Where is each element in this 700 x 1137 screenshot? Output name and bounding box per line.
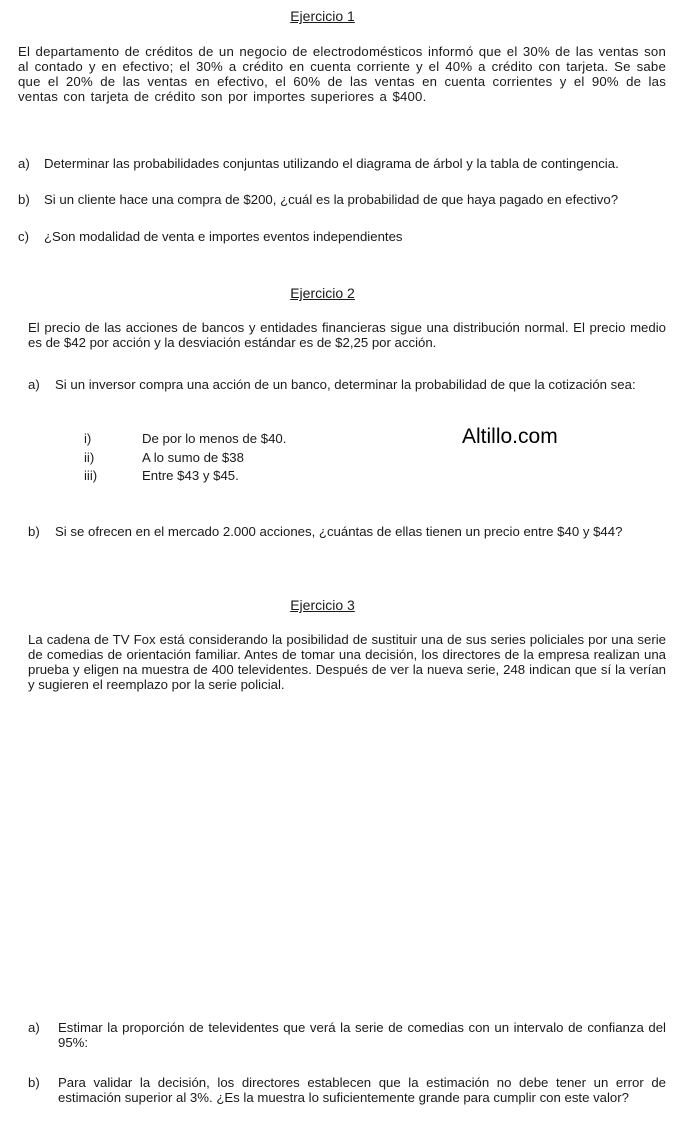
- exercise-2-statement: El precio de las acciones de bancos y entidades financieras sigue una distribución normal. El precio medio es de $42 por acción y la desviación estándar es de $2,25 por acción.: [28, 320, 666, 350]
- subitem-label: iii): [84, 468, 98, 483]
- exercise-2-subitem-iii: [84, 468, 384, 484]
- item-label: b): [18, 192, 30, 207]
- exercise-1-item-a: [18, 156, 666, 186]
- item-text: ¿Son modalidad de venta e importes eventos independientes: [44, 229, 403, 244]
- subitem-text: Entre $43 y $45.: [142, 468, 239, 483]
- item-text: Si se ofrecen en el mercado 2.000 acciones, ¿cuántas de ellas tienen un precio entre $40 y $44?: [55, 524, 623, 539]
- exercise-2-subitem-i: [84, 431, 384, 447]
- watermark: Altillo.com: [462, 425, 558, 448]
- subitem-label: ii): [84, 450, 95, 465]
- item-text: Si un inversor compra una acción de un banco, determinar la probabilidad de que la cotización sea:: [55, 377, 636, 392]
- exercise-1-item-c: [18, 229, 666, 245]
- item-label: b): [28, 1075, 40, 1090]
- exercise-3-item-a: [28, 1020, 666, 1050]
- item-label: a): [18, 156, 30, 171]
- subitem-text: A lo sumo de $38: [142, 450, 244, 465]
- exercise-1-statement: El departamento de créditos de un negocio de electrodomésticos informó que el 30% de las ventas son al contado y en efectivo; el 30% a crédito en cuenta corriente y el 40% a crédito con tarjeta. Se sabe que el 20% de las ventas en efectivo, el 60% de las ventas en cuenta corrientes y el 90% de las ventas con tarjeta de crédito son por importes superiores a $400.: [18, 44, 666, 104]
- item-text: Determinar las probabilidades conjuntas utilizando el diagrama de árbol y la tabla de contingencia.: [44, 156, 619, 171]
- item-text: Para validar la decisión, los directores establecen que la estimación no debe tener un error de estimación superior al 3%. ¿Es la muestra lo suficientemente grande para cumplir con este valor?: [58, 1075, 666, 1105]
- exercise-1-item-b: [18, 192, 666, 222]
- exercise-2-subitem-ii: [84, 450, 384, 466]
- exercise-2-item-a: [28, 377, 666, 407]
- subitem-text: De por lo menos de $40.: [142, 431, 287, 446]
- item-label: b): [28, 524, 40, 539]
- item-text: Si un cliente hace una compra de $200, ¿cuál es la probabilidad de que haya pagado en efectivo?: [44, 192, 619, 207]
- exercise-3-item-b: [28, 1075, 666, 1121]
- subitem-label: i): [84, 431, 92, 446]
- item-label: c): [18, 229, 29, 244]
- exercise-2-item-b: [28, 524, 666, 554]
- exercise-1-title: Ejercicio 1: [290, 8, 355, 24]
- exercise-2-title: Ejercicio 2: [290, 285, 355, 301]
- exercise-3-title: Ejercicio 3: [290, 597, 355, 613]
- item-label: a): [28, 1020, 40, 1035]
- item-text: Estimar la proporción de televidentes que verá la serie de comedias con un intervalo de confianza del 95%:: [58, 1020, 666, 1050]
- exercise-3-statement: La cadena de TV Fox está considerando la posibilidad de sustituir una de sus series policiales por una serie de comedias de orientación familiar. Antes de tomar una decisión, los directores de la empresa realizan una prueba y eligen na muestra de 400 televidentes. Después de ver la nueva serie, 248 indican que sí la verían y sugieren el reemplazo por la serie policial.: [28, 632, 666, 692]
- item-label: a): [28, 377, 40, 392]
